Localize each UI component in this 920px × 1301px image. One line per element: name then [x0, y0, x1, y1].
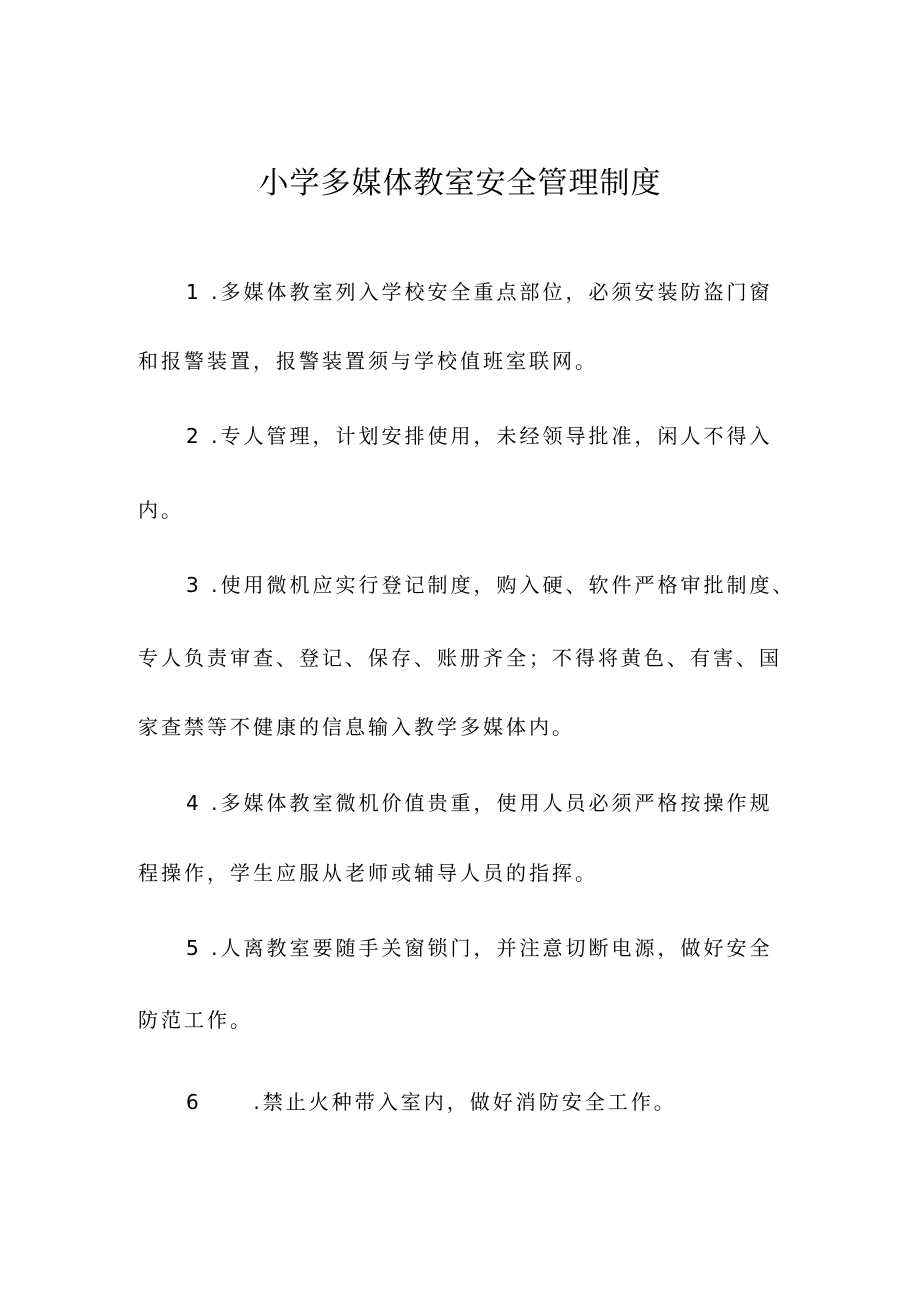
item-4-text-1: .多媒体教室微机价值贵重，使用人员必须严格按操作规	[211, 791, 773, 815]
item-5-line-1	[186, 933, 846, 963]
item-6-number: 6	[186, 1090, 202, 1114]
item-1-text-1: .多媒体教室列入学校安全重点部位，必须安装防盗门窗	[211, 280, 773, 304]
item-2-number: 2	[186, 424, 202, 448]
item-6-text-1: .禁止火种带入室内，做好消防安全工作。	[253, 1090, 677, 1114]
item-1-line-2: 和报警装置，报警装置须与学校值班室联网。	[138, 349, 598, 373]
item-5-line-2: 防范工作。	[138, 1008, 253, 1032]
item-4-line-1	[186, 788, 846, 818]
item-2-line-1	[186, 421, 846, 451]
item-5-number: 5	[186, 936, 202, 960]
item-3-line-2: 专人负责审查、登记、保存、账册齐全；不得将黄色、有害、国	[138, 646, 782, 670]
item-3-number: 3	[186, 573, 202, 597]
item-3-line-1	[186, 570, 846, 600]
item-2-line-2: 内。	[138, 498, 184, 522]
item-6-line-1	[186, 1087, 846, 1117]
item-3-line-3: 家查禁等不健康的信息输入教学多媒体内。	[138, 715, 575, 739]
item-4-number: 4	[186, 791, 202, 815]
item-3-text-1: .使用微机应实行登记制度，购入硬、软件严格审批制度、	[211, 573, 796, 597]
document-title: 小学多媒体教室安全管理制度	[258, 166, 662, 201]
item-4-line-2: 程操作，学生应服从老师或辅导人员的指挥。	[138, 861, 598, 885]
item-5-text-1: .人离教室要随手关窗锁门，并注意切断电源，做好安全	[211, 936, 773, 960]
item-2-text-1: .专人管理，计划安排使用，未经领导批准，闲人不得入	[211, 424, 773, 448]
item-1-line-1	[186, 277, 846, 307]
item-1-number: 1	[186, 280, 202, 304]
